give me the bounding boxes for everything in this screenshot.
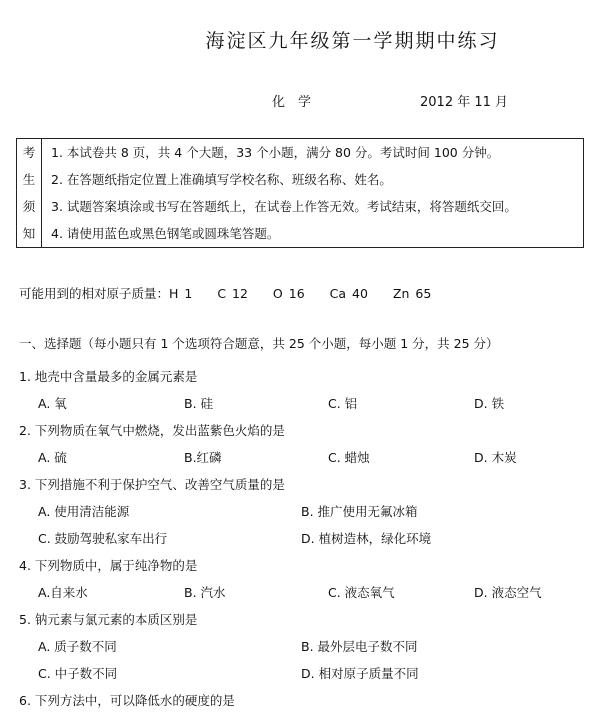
- notice-rules: [42, 139, 584, 248]
- answer-option: B. 推广使用无氟冰箱: [301, 504, 418, 519]
- notice-rule: 3. 试题答案填涂或书写在答题纸上，在试卷上作答无效。考试结束，将答题纸交回。: [51, 199, 517, 214]
- answer-option: B.红磷: [184, 450, 222, 465]
- answer-option: C. 蜡烛: [328, 450, 370, 465]
- answer-option: C. 中子数不同: [38, 666, 118, 681]
- answer-option: C. 液态氧气: [328, 585, 395, 600]
- notice-rule: 4. 请使用蓝色或黑色钢笔或圆珠笔答题。: [51, 226, 280, 241]
- notice-rule: 2. 在答题纸指定位置上准确填写学校名称、班级名称、姓名。: [51, 172, 392, 187]
- notice-rule: 1. 本试卷共 8 页，共 4 个大题，33 个小题，满分 80 分。考试时间 100 分钟。: [51, 145, 500, 160]
- answer-option: A. 氧: [38, 396, 67, 411]
- answer-option: C. 铝: [328, 396, 358, 411]
- notice-side-char: 知: [22, 226, 36, 241]
- answer-option: D. 铁: [474, 396, 505, 411]
- question-stem: 5. 钠元素与氯元素的本质区别是: [19, 612, 198, 627]
- answer-option: D. 植树造林，绿化环境: [301, 531, 432, 546]
- exam-notice-box: [16, 138, 584, 248]
- question-stem: 3. 下列措施不利于保护空气、改善空气质量的是: [19, 477, 285, 492]
- question-stem: 4. 下列物质中，属于纯净物的是: [19, 558, 198, 573]
- notice-side-char: 考: [22, 145, 36, 160]
- notice-side-char: 生: [22, 172, 36, 187]
- question-stem: 6. 下列方法中，可以降低水的硬度的是: [19, 693, 235, 708]
- answer-option: C. 鼓励驾驶私家车出行: [38, 531, 168, 546]
- notice-side-char: 须: [22, 199, 36, 214]
- answer-option: A. 使用清洁能源: [38, 504, 130, 519]
- answer-option: D. 相对原子质量不同: [301, 666, 419, 681]
- question-stem: 1. 地壳中含量最多的金属元素是: [19, 369, 198, 384]
- question-stem: 2. 下列物质在氧气中燃烧，发出蓝紫色火焰的是: [19, 423, 285, 438]
- notice-side-label: [17, 139, 42, 248]
- subject-label: 化 学: [272, 95, 312, 110]
- answer-option: B. 汽水: [184, 585, 226, 600]
- atomic-mass-line: 可能用到的相对原子质量：H 1 C 12 O 16 Ca 40 Zn 65: [19, 286, 432, 301]
- section-title: 一、选择题（每小题只有 1 个选项符合题意，共 25 个小题，每小题 1 分，共 25 分）: [19, 336, 499, 351]
- answer-option: B. 硅: [184, 396, 214, 411]
- exam-title: 海淀区九年级第一学期期中练习: [205, 30, 500, 52]
- exam-date: 2012 年 11 月: [420, 95, 509, 110]
- answer-option: D. 液态空气: [474, 585, 542, 600]
- answer-option: D. 木炭: [474, 450, 517, 465]
- answer-option: A. 硫: [38, 450, 67, 465]
- answer-option: A.自来水: [38, 585, 88, 600]
- answer-option: B. 最外层电子数不同: [301, 639, 418, 654]
- answer-option: A. 质子数不同: [38, 639, 117, 654]
